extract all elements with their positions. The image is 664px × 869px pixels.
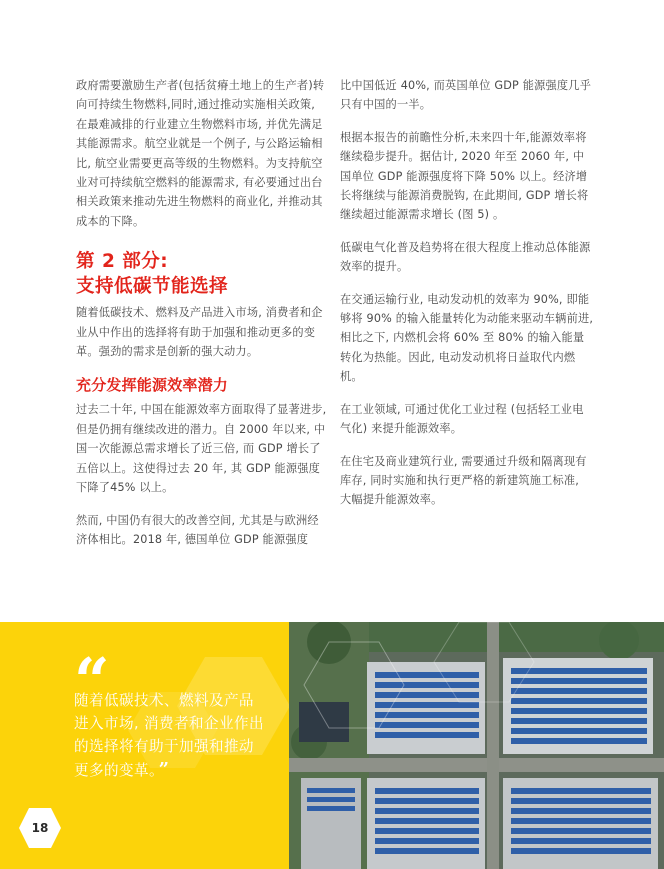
- pull-quote-body: 随着低碳技术、燃料及产品进入市场, 消费者和企业作出的选择将有助于加强和推动更多的变革。: [74, 692, 265, 779]
- left-column: [76, 76, 328, 562]
- open-quote-icon: “: [74, 644, 110, 717]
- body-paragraph: 过去二十年, 中国在能源效率方面取得了显著进步, 但是仍拥有继续改进的潜力。自 2000 年以来, 中国一次能源总需求增长了近三倍, 而 GDP 增长了五倍以上。这使得过去 20 年, 其 GDP 能源强度下降了45% 以上。: [76, 403, 327, 495]
- body-paragraph: 根据本报告的前瞻性分析,未来四十年,能源效率将继续稳步提升。据估计, 2020 年至 2060 年, 中国单位 GDP 能源强度将下降 50% 以上。经济增长将继续与能源消费脱钩, 在此期间, GDP 增长将继续超过能源需求增长 (图 5) 。: [340, 130, 589, 222]
- body-paragraph: 政府需要激励生产者(包括贫瘠土地上的生产者)转向可持续生物燃料,同时,通过推动实施相关政策, 在最难减排的行业建立生物燃料市场, 并优先满足其能源需求。航空业就是一个例子, 与公路运输相比, 航空业需要更高等级的生物燃料。为支持航空业对可持续航空燃料的能源需求, 有必要通过出台相关政策来推动先进生物燃料的商业化, 并推动其成本的下降。: [76, 79, 325, 228]
- section-title-line: 第 2 部分:: [76, 251, 169, 273]
- right-column: [340, 76, 594, 523]
- body-paragraph: 在工业领域, 可通过优化工业过程 (包括轻工业电气化) 来提升能源效率。: [340, 402, 584, 436]
- close-quote-icon: ”: [158, 759, 170, 780]
- section-title-line: 支持低碳节能选择: [76, 276, 229, 298]
- page-number: 18: [31, 821, 49, 835]
- pull-quote-text: [74, 689, 264, 782]
- body-paragraph: 在住宅及商业建筑行业, 需要通过升级和隔离现有库存, 同时实施和执行更严格的新建筑施工标准, 大幅提升能源效率。: [340, 454, 587, 507]
- solar-rooftops-photo: [289, 622, 664, 869]
- body-paragraph: 随着低碳技术、燃料及产品进入市场, 消费者和企业从中作出的选择将有助于加强和推动更多的变革。强劲的需求是创新的强大动力。: [76, 306, 323, 359]
- body-paragraph: 然而, 中国仍有很大的改善空间, 尤其是与欧洲经济体相比。2018 年, 德国单位 GDP 能源强度: [76, 513, 319, 546]
- body-paragraph: 在交通运输行业, 电动发动机的效率为 90%, 即能够将 90% 的输入能量转化为动能来驱动车辆前进, 相比之下, 内燃机会将 60% 至 80% 的输入能量转化为热能。因此, 电动发动机将日益取代内燃机。: [340, 292, 594, 384]
- section-title: [76, 249, 328, 299]
- subheading: 充分发挥能源效率潜力: [76, 376, 229, 395]
- body-paragraph: 低碳电气化普及趋势将在很大程度上推动总体能源效率的提升。: [340, 240, 591, 274]
- pull-quote-panel: [0, 622, 289, 869]
- body-paragraph: 比中国低近 40%, 而英国单位 GDP 能源强度几乎只有中国的一半。: [340, 79, 592, 112]
